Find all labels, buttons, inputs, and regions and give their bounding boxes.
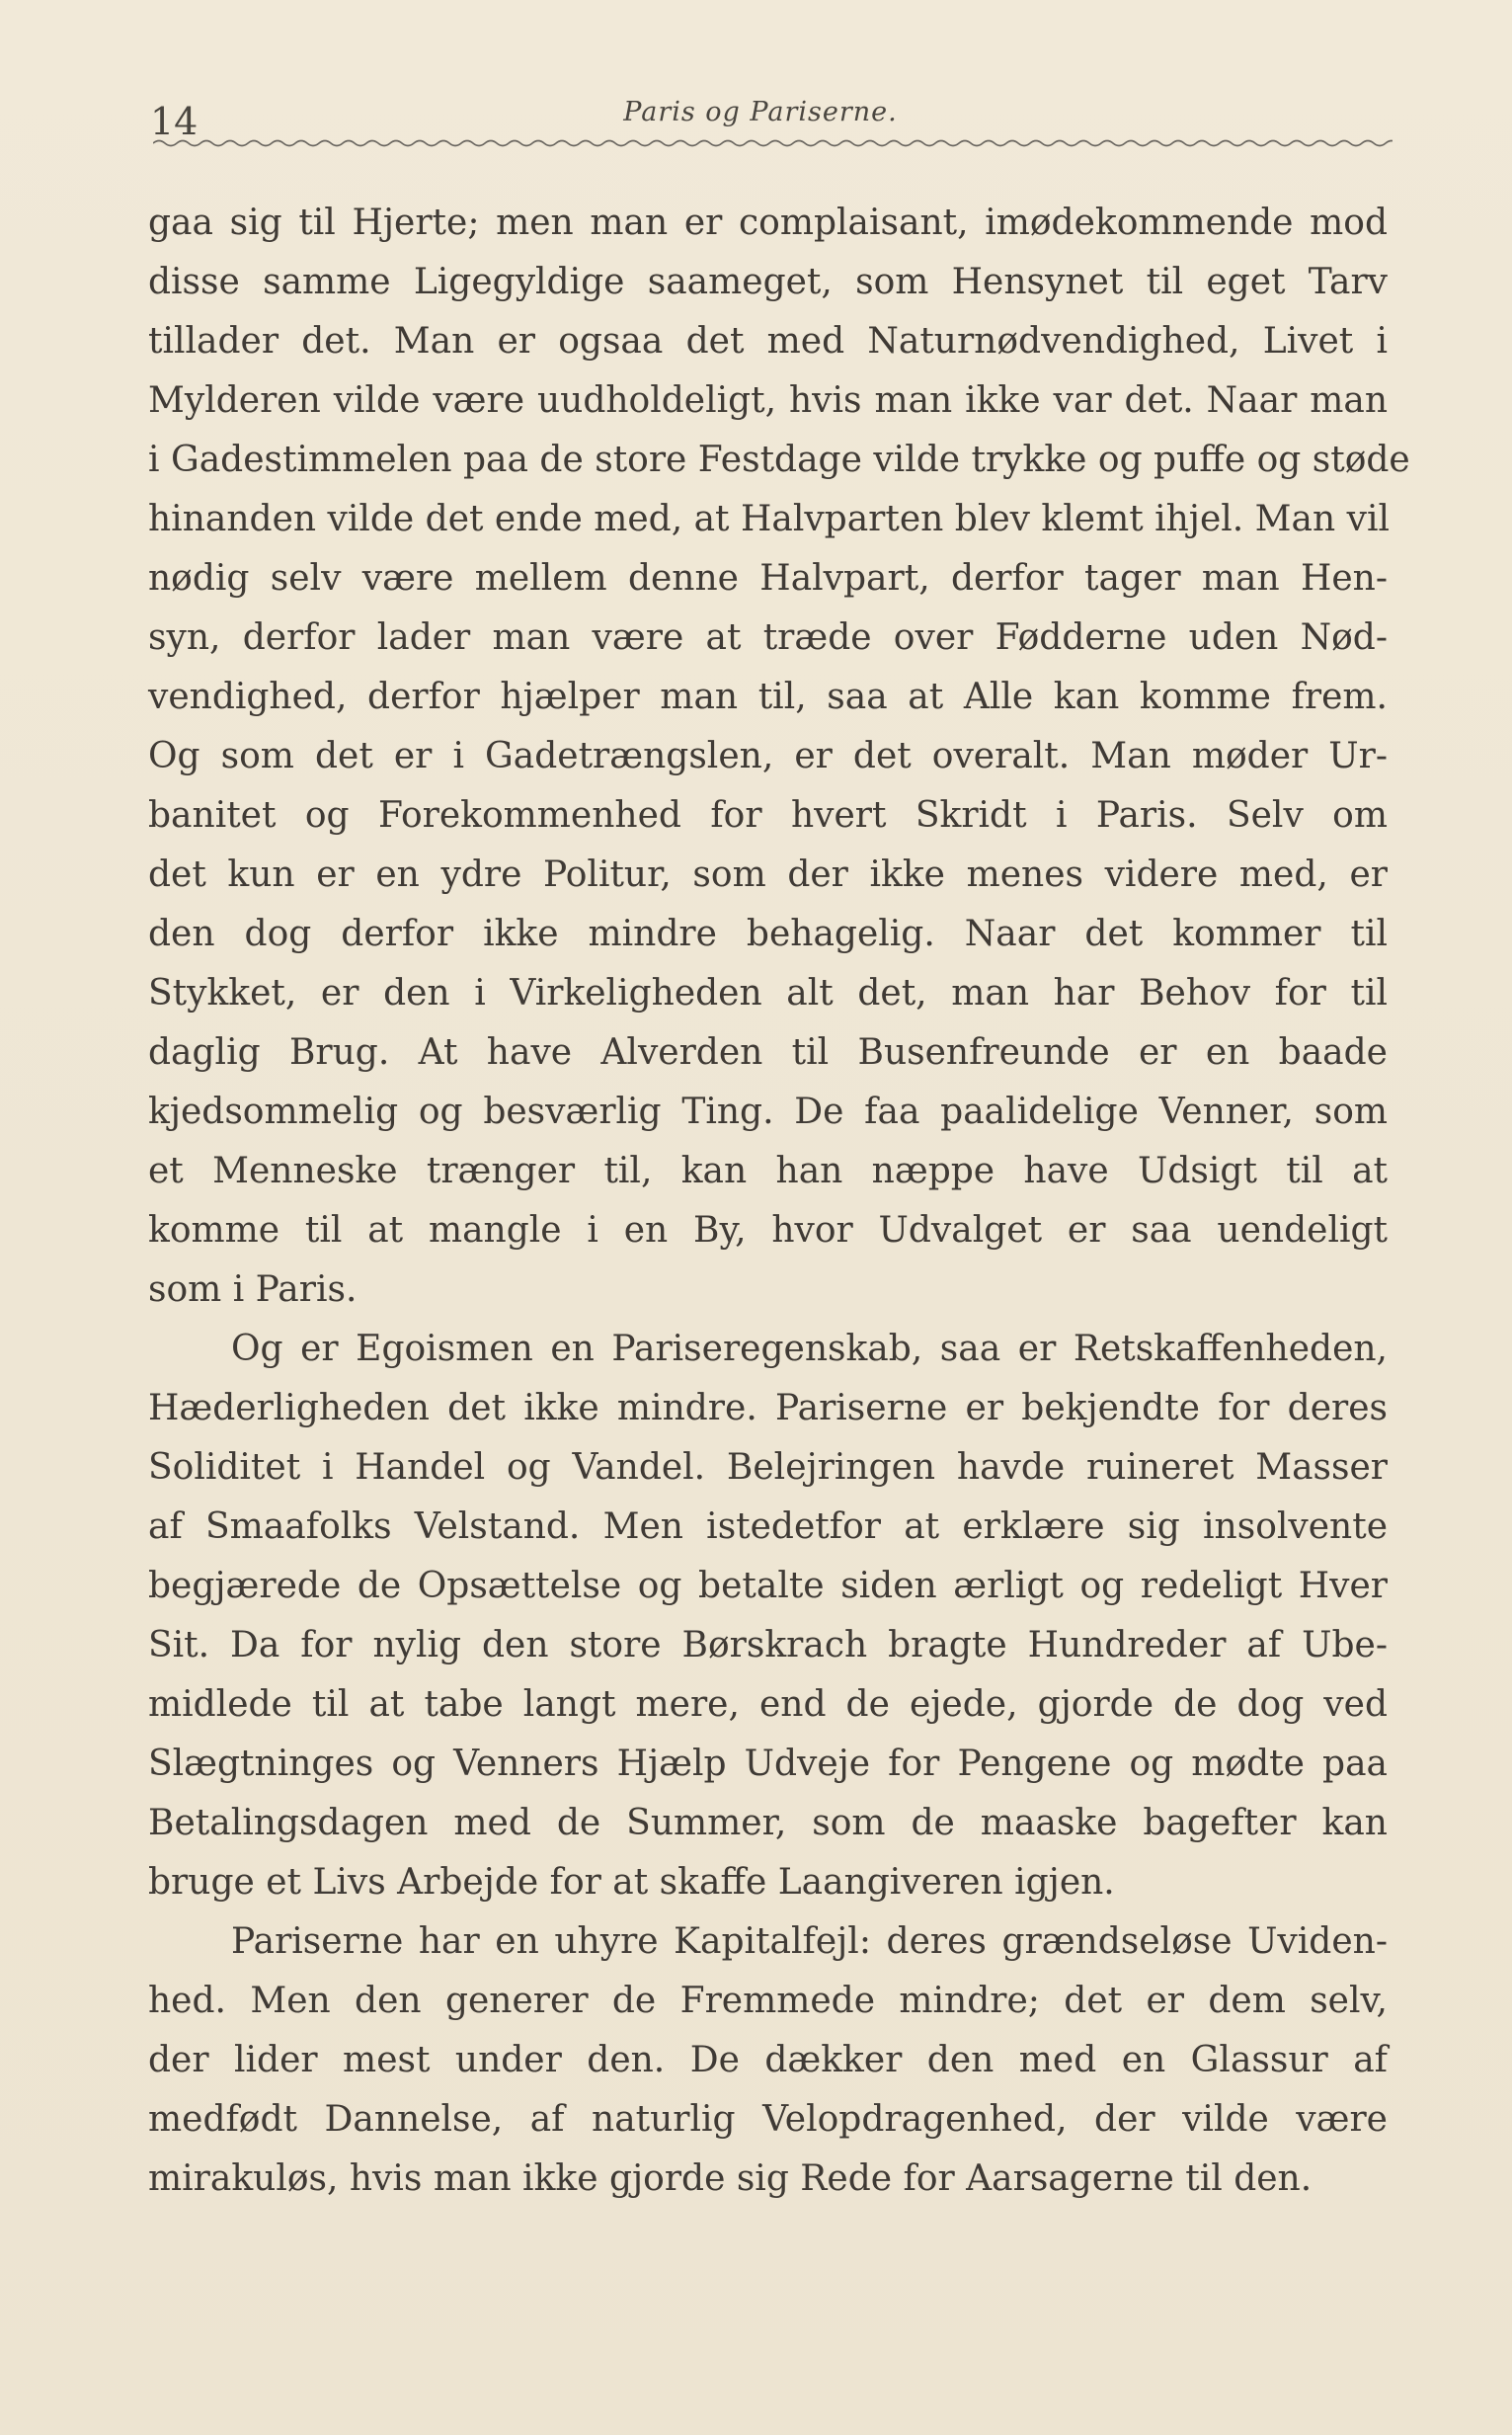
text-line: begjærede de Opsættelse og betalte siden ærligt og redeligt Hver (148, 1566, 1388, 1606)
text-line: kjedsommelig og besværlig Ting. De faa paalidelige Venner, som (148, 1092, 1388, 1132)
text-line: det kun er en ydre Politur, som der ikke menes videre med, er (148, 854, 1388, 895)
text-line: bruge et Livs Arbejde for at skaffe Laangiveren igjen. (148, 1862, 1115, 1903)
text-line: af Smaafolks Velstand. Men istedetfor at erklære sig insolvente (148, 1506, 1388, 1547)
text-line: den dog derfor ikke mindre behagelig. Naar det kommer til (148, 914, 1388, 954)
text-line: Og er Egoismen en Pariseregenskab, saa er Retskaffenheden, (231, 1329, 1388, 1369)
text-line: daglig Brug. At have Alverden til Busenfreunde er en baade (148, 1032, 1388, 1073)
text-line: Mylderen vilde være uudholdeligt, hvis man ikke var det. Naar man (148, 380, 1388, 421)
text-line: gaa sig til Hjerte; men man er complaisant, imødekommende mod (148, 203, 1388, 243)
text-line: et Menneske trænger til, kan han næppe have Udsigt til at (148, 1151, 1388, 1191)
wavy-header-rule (153, 131, 1393, 155)
text-line: disse samme Ligegyldige saameget, som Hensynet til eget Tarv (148, 262, 1388, 302)
body-text (148, 194, 1410, 2209)
text-line: vendighed, derfor hjælper man til, saa at Alle kan komme frem. (148, 677, 1388, 717)
text-line: mirakuløs, hvis man ikke gjorde sig Rede for Aarsagerne til den. (148, 2158, 1313, 2199)
text-line: hinanden vilde det ende med, at Halvparten blev klemt ihjel. Man vil (148, 499, 1390, 539)
text-line: banitet og Forekommenhed for hvert Skridt i Paris. Selv om (148, 795, 1388, 836)
text-line: som i Paris. (148, 1269, 358, 1310)
text-line: Soliditet i Handel og Vandel. Belejringen havde ruineret Masser (148, 1447, 1388, 1488)
text-line: Sit. Da for nylig den store Børskrach bragte Hundreder af Ube- (148, 1625, 1388, 1665)
text-line: Betalingsdagen med de Summer, som de maaske bagefter kan (148, 1803, 1388, 1843)
running-head: Paris og Pariserne. (623, 97, 898, 127)
text-line: i Gadestimmelen paa de store Festdage vilde trykke og puffe og støde (148, 440, 1410, 480)
text-line: Stykket, er den i Virkeligheden alt det, man har Behov for til (148, 973, 1388, 1014)
text-line: der lider mest under den. De dækker den med en Glassur af (148, 2040, 1388, 2080)
text-line: midlede til at tabe langt mere, end de ejede, gjorde de dog ved (148, 1684, 1388, 1725)
text-line: Hæderligheden det ikke mindre. Pariserne er bekjendte for deres (148, 1388, 1388, 1428)
text-line: Slægtninges og Venners Hjælp Udveje for Pengene og mødte paa (148, 1744, 1388, 1784)
page-number: 14 (150, 100, 199, 143)
text-line: Pariserne har en uhyre Kapitalfejl: deres grændseløse Uviden- (231, 1921, 1388, 1962)
text-line: medfødt Dannelse, af naturlig Velopdragenhed, der vilde være (148, 2099, 1388, 2140)
text-line: Og som det er i Gadetrængslen, er det overalt. Man møder Ur- (148, 736, 1388, 776)
text-line: hed. Men den generer de Fremmede mindre; det er dem selv, (148, 1981, 1388, 2021)
text-line: tillader det. Man er ogsaa det med Naturnødvendighed, Livet i (148, 321, 1388, 362)
text-line: nødig selv være mellem denne Halvpart, derfor tager man Hen- (148, 558, 1388, 599)
text-line: komme til at mangle i en By, hvor Udvalget er saa uendeligt (148, 1210, 1388, 1251)
text-line: syn, derfor lader man være at træde over Fødderne uden Nød- (148, 617, 1388, 658)
